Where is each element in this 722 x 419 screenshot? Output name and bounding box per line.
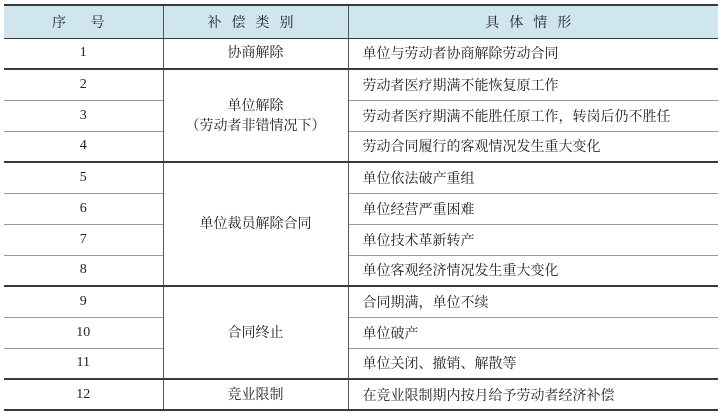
case-cell: 单位技术革新转产: [348, 224, 718, 255]
compensation-table: [4, 4, 718, 411]
table-row: [4, 348, 718, 379]
case-cell: 单位与劳动者协商解除劳动合同: [348, 38, 718, 69]
case-cell: 合同期满，单位不续: [348, 286, 718, 317]
row-number: 11: [4, 348, 163, 379]
category-cell: [163, 69, 348, 162]
table-row: [4, 255, 718, 286]
table-row: [4, 379, 718, 410]
header-number: 序 号: [4, 5, 163, 38]
table-row: [4, 38, 718, 69]
header-case: 具体情形: [348, 5, 718, 38]
row-number: 9: [4, 286, 163, 317]
row-number: 2: [4, 69, 163, 100]
table-row: [4, 131, 718, 162]
category-cell: 合同终止: [163, 286, 348, 379]
case-cell: 单位依法破产重组: [348, 162, 718, 193]
table-row: [4, 100, 718, 131]
case-cell: 单位客观经济情况发生重大变化: [348, 255, 718, 286]
row-number: 8: [4, 255, 163, 286]
row-number: 3: [4, 100, 163, 131]
category-label: 单位解除: [227, 97, 284, 114]
case-cell: 在竞业限制期内按月给予劳动者经济补偿: [348, 379, 718, 410]
case-cell: 劳动者医疗期满不能胜任原工作，转岗后仍不胜任: [348, 100, 718, 131]
case-cell: 单位经营严重困难: [348, 193, 718, 224]
row-number: 6: [4, 193, 163, 224]
table-row: [4, 224, 718, 255]
row-number: 1: [4, 38, 163, 69]
table-row: [4, 286, 718, 317]
row-number: 4: [4, 131, 163, 162]
case-cell: 单位破产: [348, 317, 718, 348]
case-cell: 单位关闭、撤销、解散等: [348, 348, 718, 379]
header-category: 补偿类别: [163, 5, 348, 38]
table-row: [4, 317, 718, 348]
row-number: 10: [4, 317, 163, 348]
category-cell: 协商解除: [163, 38, 348, 69]
table-header-row: [4, 5, 718, 38]
row-number: 5: [4, 162, 163, 193]
case-cell: 劳动者医疗期满不能恢复原工作: [348, 69, 718, 100]
table-row: [4, 193, 718, 224]
row-number: 7: [4, 224, 163, 255]
table-row: [4, 69, 718, 100]
row-number: 12: [4, 379, 163, 410]
category-cell: 竞业限制: [163, 379, 348, 410]
category-cell: 单位裁员解除合同: [163, 162, 348, 286]
case-cell: 劳动合同履行的客观情况发生重大变化: [348, 131, 718, 162]
table-row: [4, 162, 718, 193]
category-note: （劳动者非错情况下）: [185, 117, 326, 134]
